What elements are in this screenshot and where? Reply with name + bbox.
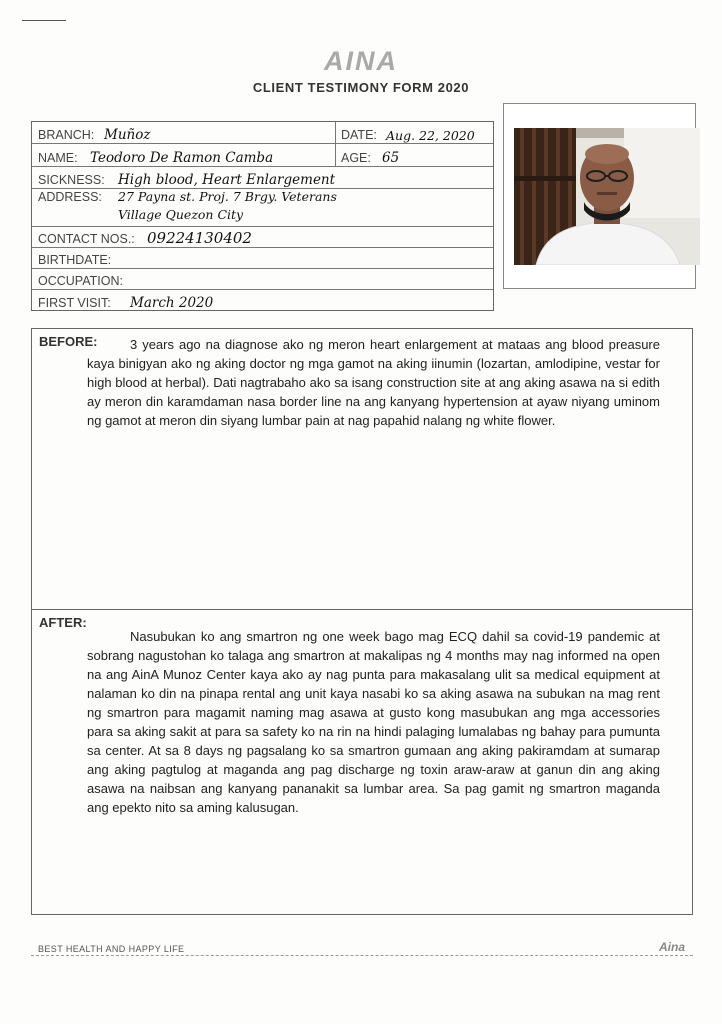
first-visit-row xyxy=(32,289,493,311)
birthdate-label: BIRTHDATE: xyxy=(38,253,112,267)
name-label: NAME: xyxy=(38,151,78,165)
after-section xyxy=(31,609,693,915)
before-label: BEFORE: xyxy=(39,334,98,349)
sickness-label: SICKNESS: xyxy=(38,173,105,187)
form-title: CLIENT TESTIMONY FORM 2020 xyxy=(252,80,470,95)
page-corner-mark xyxy=(22,20,66,21)
contact-value: 09224130402 xyxy=(147,229,252,247)
date-label: DATE: xyxy=(341,128,377,142)
sickness-row xyxy=(32,166,493,189)
footer-rule xyxy=(31,955,693,956)
row-divider xyxy=(335,143,336,166)
age-label: AGE: xyxy=(341,151,371,165)
address-value-line1: 27 Payna st. Proj. 7 Brgy. Veterans xyxy=(118,189,337,204)
after-label: AFTER: xyxy=(39,615,87,630)
sickness-value: High blood, Heart Enlargement xyxy=(118,172,336,188)
after-text: Nasubukan ko ang smartron ng one week bago mag ECQ dahil sa covid-19 pandemic at sobrang nagustohan ko talaga ang smartron at makalipas ng 4 months may nag informed na open na ang AinA Munoz Center kaya ako ay nag punta para makasalang ulit sa medical equipment at nalaman ko din na pinapa rental ang unit kaya nasabi ko sa aking asawa na subukan na mag rent ng smartron para magamit naming mag asawa at gusto kong masubukan ang mga accessories para sa aking sakit at para sa safety ko na rin na hindi palaging lumalabas ng bahay para pumunta sa center. At sa 8 days ng pagsalang ko sa smartron gumaan ang aking pakiramdam at sumarap ang aking pagtulog at maganda ang pag discharge ng toxin araw-araw at ganun din ang aking asawa na naibsan ang kanyang pananakit sa lumbar area. Sa pag gamit ng smartron maganda ang epekto nito sa aming kalusugan. xyxy=(87,629,660,815)
occupation-row xyxy=(32,268,493,290)
before-text: 3 years ago na diagnose ako ng meron heart enlargement at mataas ang blood preasure kaya binigyan ako ng aking doctor ng mga gamot na aking iinumin (lozartan, amlodipine, vestar for high blood at herbal). Dati nagtrabaho ako sa isang construction site at ang aking asawa na si edith ay meron din karamdaman nasa border line na ang kanyang hypertension at ayaw niyang uminom ng gamot at meron din siyang lumbar pain at nag papahid nalang ng white flower. xyxy=(87,337,660,428)
client-info-table xyxy=(31,121,494,311)
before-section xyxy=(31,328,693,610)
row-divider xyxy=(335,122,336,143)
first-visit-value: March 2020 xyxy=(130,295,214,311)
occupation-label: OCCUPATION: xyxy=(38,274,123,288)
client-photo xyxy=(514,128,700,265)
branch-date-row xyxy=(32,122,493,144)
age-value: 65 xyxy=(382,150,400,166)
branch-value: Muñoz xyxy=(104,127,151,143)
name-age-row xyxy=(32,143,493,167)
address-value-line2: Village Quezon City xyxy=(118,207,244,222)
contact-label: CONTACT NOS.: xyxy=(38,232,135,246)
birthdate-row xyxy=(32,247,493,269)
branch-label: BRANCH: xyxy=(38,128,95,142)
address-label: ADDRESS: xyxy=(38,190,102,204)
address-row xyxy=(32,188,493,227)
aina-logo: AINA xyxy=(324,46,398,76)
footer-tagline: BEST HEALTH AND HAPPY LIFE xyxy=(38,944,185,954)
name-value: Teodoro De Ramon Camba xyxy=(90,150,274,166)
footer-logo: Aina xyxy=(658,940,685,954)
contact-row xyxy=(32,226,493,248)
first-visit-label: FIRST VISIT: xyxy=(38,296,111,310)
date-value: Aug. 22, 2020 xyxy=(386,128,475,143)
